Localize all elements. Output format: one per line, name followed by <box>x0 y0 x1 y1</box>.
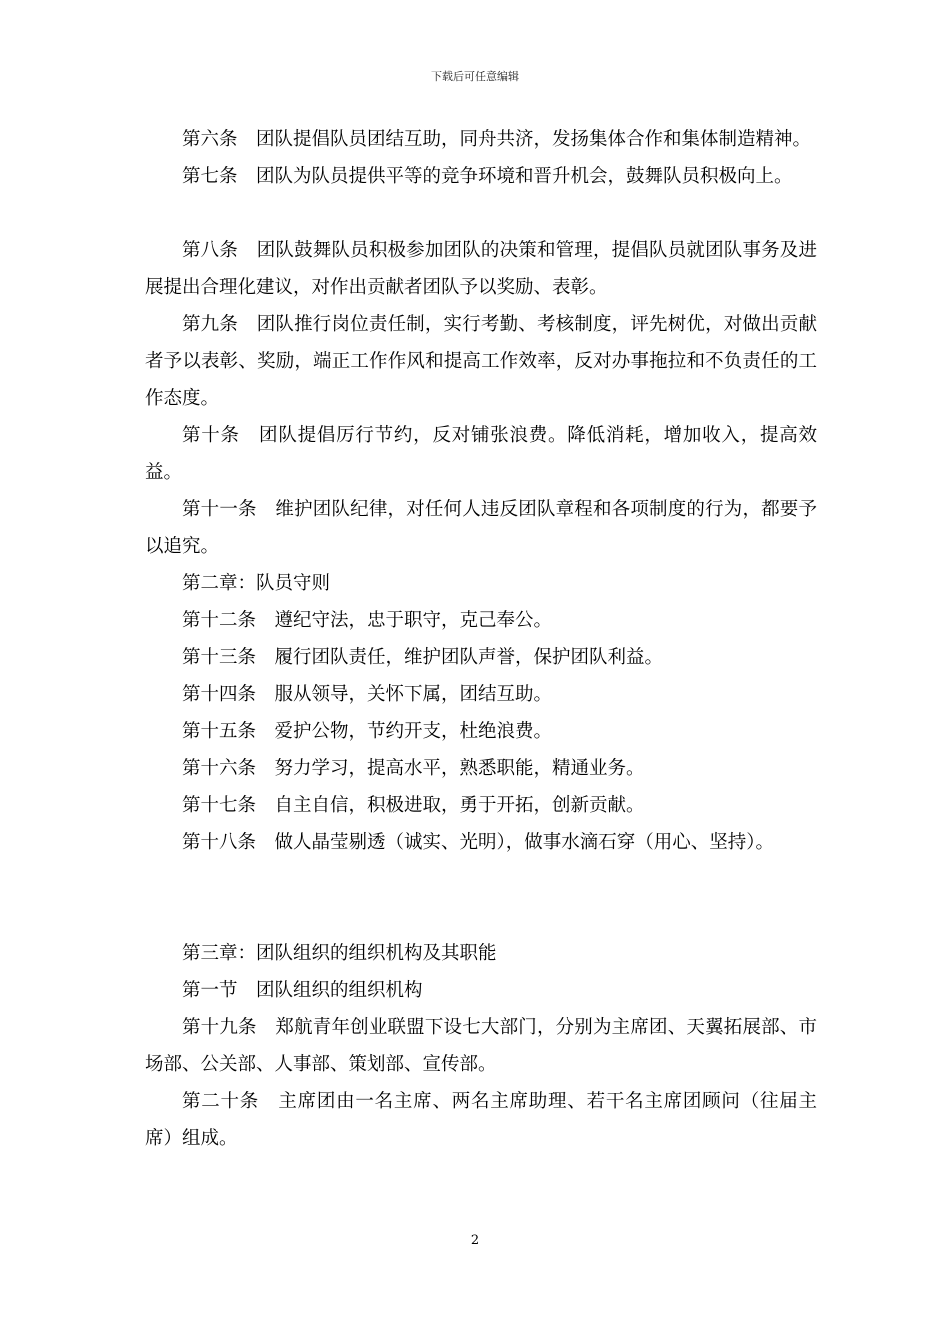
article-17: 第十七条 自主自信，积极进取，勇于开拓，创新贡献。 <box>182 795 645 816</box>
article-9: 第九条 团队推行岗位责任制，实行考勤、考核制度，评先树优，对做出贡献者予以表彰、奖励，端正工作作风和提高工作效率，反对办事拖拉和不负责任的工作态度。 <box>145 314 817 409</box>
article-15: 第十五条 爱护公物，节约开支，杜绝浪费。 <box>182 721 553 742</box>
chapter-2-heading: 第二章：队员守则 <box>182 573 331 594</box>
article-13: 第十三条 履行团队责任，维护团队声誉，保护团队利益。 <box>182 647 664 668</box>
article-6: 第六条 团队提倡队员团结互助，同舟共济，发扬集体合作和集体制造精神。 <box>182 129 812 150</box>
blank-line <box>145 195 817 232</box>
article-7: 第七条 团队为队员提供平等的竞争环境和晋升机会，鼓舞队员积极向上。 <box>182 166 793 187</box>
article-20: 第二十条 主席团由一名主席、两名主席助理、若干名主席团顾问（往届主席）组成。 <box>145 1091 817 1149</box>
article-19: 第十九条 郑航青年创业联盟下设七大部门，分别为主席团、天翼拓展部、市场部、公关部、人事部、策划部、宣传部。 <box>145 1017 817 1075</box>
article-11: 第十一条 维护团队纪律，对任何人违反团队章程和各项制度的行为，都要予以追究。 <box>145 499 817 557</box>
article-8: 第八条 团队鼓舞队员积极参加团队的决策和管理，提倡队员就团队事务及进展提出合理化建议，对作出贡献者团队予以奖励、表彰。 <box>145 240 817 298</box>
chapter-3-heading: 第三章：团队组织的组织机构及其职能 <box>182 943 497 964</box>
section-1-heading: 第一节 团队组织的组织机构 <box>182 980 423 1001</box>
article-14: 第十四条 服从领导，关怀下属，团结互助。 <box>182 684 553 705</box>
document-body <box>145 121 817 1157</box>
article-18: 第十八条 做人晶莹剔透（诚实、光明），做事水滴石穿（用心、坚持）。 <box>182 832 775 853</box>
article-12: 第十二条 遵纪守法，忠于职守，克己奉公。 <box>182 610 553 631</box>
header-note: 下载后可任意编辑 <box>431 70 519 83</box>
page-number: 2 <box>470 1233 480 1248</box>
article-10: 第十条 团队提倡厉行节约，反对铺张浪费。降低消耗，增加收入，提高效益。 <box>145 425 817 483</box>
article-16: 第十六条 努力学习，提高水平，熟悉职能，精通业务。 <box>182 758 645 779</box>
blank-lines <box>145 861 817 935</box>
